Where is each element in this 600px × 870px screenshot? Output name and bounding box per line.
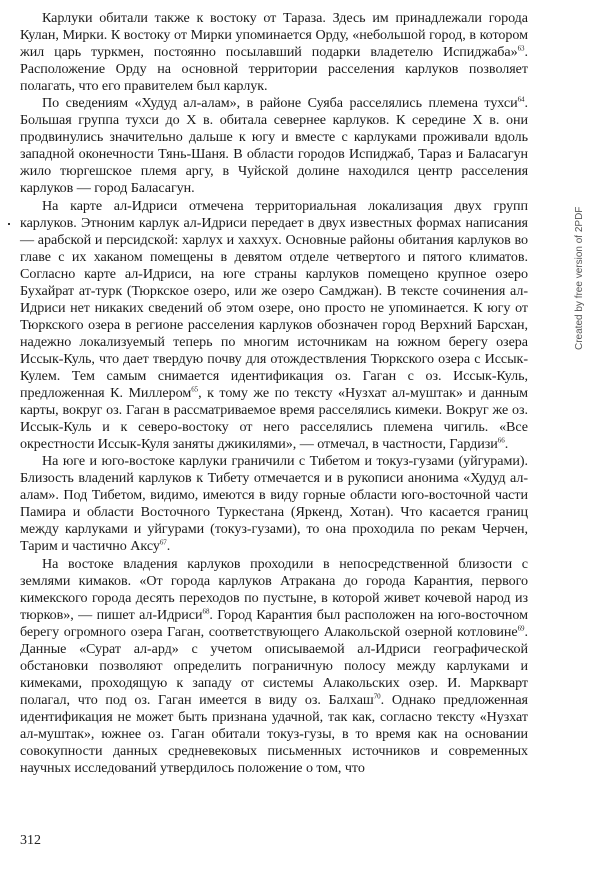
paragraph-2: По сведениям «Худуд ал-алам», в районе Суяба расселялись племена тухси$^{64}$. Большая группа тухси до X в. обитала севернее карлуков. К середине X в. они продвинулись значительно дальше к югу и вместе с карлуками проживали вдоль западной оконечности Тянь-Шаня. В области городов Испиджаб, Тараз и Баласагун жило тюргешское племя аргу, в Чуйской долине находился центр расселения карлуков — город Баласагун. (20, 95, 528, 197)
watermark-side-note: Created by free version of 2PDF (574, 206, 585, 350)
paragraph-3: На карте ал-Идриси отмечена территориальная локализация двух групп карлуков. Этноним карлук ал-Идриси передает в двух известных формах написания — арабской и персидской: харлух и хаххух. Основные районы обитания карлуков во главе с их хаканом помещены в девятом отделе четвертого и пятого климатов. Согласно карте ал-Идриси, на юге страны карлуков помещено крупное озеро Бухайрат ат-турк (Тюркское озеро, или же озеро Самджан). В тексте сочинения ал-Идриси нет никаких сведений об этом озере, оно просто не упоминается. К югу от Тюркского озера в регионе расселения карлуков обозначен город Верхний Барсхан, надежно локализуемый теперь по многим источникам на южном берегу озера Иссык-Куль, что дает твердую почву для отождествления Тюркского озера с Иссык-Кулем. Тем самым снимается идентификация оз. Гаган с оз. Иссык-Куль, предложенная К. Миллером$^{65}$, к тому же по тексту «Нузхат ал-муштак» и данным карты, вокруг оз. Гаган в рассматриваемое время расселялись кимеки. Вокруг же оз. Иссык-Куль и к северо-востоку от него расселялись племена чигиль. «Все окрестности Иссык-Куля заняты джикилями», — отмечал, в частности, Гардизи$^{66}$. (20, 197, 528, 453)
paragraph-4: На юге и юго-востоке карлуки граничили с Тибетом и токуз-гузами (уйгурами). Близость владений карлуков к Тибету отмечается и в рукописи анонима «Худуд ал-алам». Под Тибетом, видимо, имеются в виду горные области юго-восточной части Памира и области Восточного Туркестана (Яркенд, Хотан). Что касается границ между карлуками и уйгурами (токуз-гузами), то она проходила по рекам Черчен, Тарим и частично Аксу$^{67}$. (20, 453, 528, 555)
page-number: 312 (20, 833, 41, 848)
margin-mark (8, 223, 10, 225)
paragraph-5: На востоке владения карлуков проходили в непосредственной близости с землями кимаков. «От города карлуков Атракана до города Карантия, первого кимекского города десять переходов по пустыне, в которой живет кочевой народ из тюрков», — пишет ал-Идриси$^{68}$. Город Карантия был расположен на юго-восточном берегу огромного озера Гаган, соответствующего Алакольской озерной котловине$^{69}$. Данные «Сурат ал-ард» с учетом описываемой ал-Идриси географической обстановки позволяют определить пограничную полосу между карлуками и кимеками, проходящую к западу от системы Алакольских озер. И. Маркварт полагал, что под оз. Гаган имеется в виду оз. Балхаш$^{70}$. Однако предложенная идентификация не может быть признана удачной, так как, согласно тексту «Нузхат ал-муштак», южнее оз. Гаган обитали токуз-гузы, в то время как на основании совокупности данных средневековых письменных источников и современных научных исследований утвердилось положение о том, что (20, 555, 528, 777)
paragraph-1: Карлуки обитали также к востоку от Тараза. Здесь им принадлежали города Кулан, Мирки. К востоку от Мирки упоминается Орду, «небольшой город, в котором жил царь туркмен, постоянно посылавший подарки владетелю Испиджаба»$^{63}$. Расположение Орду на основной территории расселения карлуков позволяет полагать, что его правителем был карлук. (20, 10, 528, 95)
page-body (20, 10, 528, 777)
